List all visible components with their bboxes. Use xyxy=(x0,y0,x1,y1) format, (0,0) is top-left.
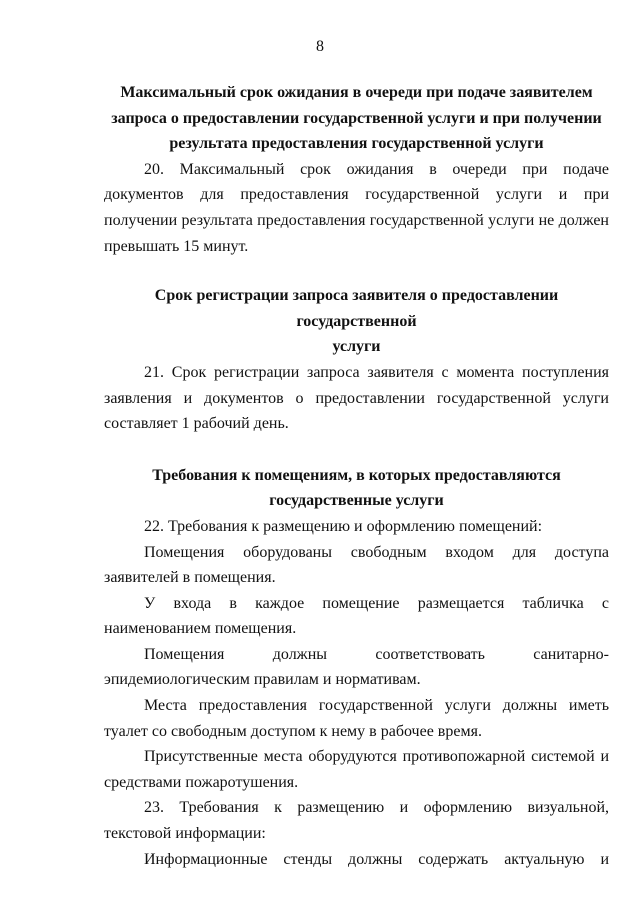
paragraph-22-item: Места предоставления государственной услуги должны иметь туалет со свободным доступом к нему в рабочее время. xyxy=(104,697,609,740)
paragraph-21: 21. Срок регистрации запроса заявителя с момента поступления заявления и документов о предоставлении государственной услуги составляет 1 рабочий день. xyxy=(104,363,609,433)
paragraph-22-item: Помещения должны соответствовать санитарно-эпидемиологическим правилам и нормативам. xyxy=(104,645,609,689)
paragraph-22-item: Помещения оборудованы свободным входом для доступа заявителей в помещения. xyxy=(104,543,609,587)
document-body xyxy=(104,80,609,872)
heading-line: государственные услуги xyxy=(269,492,444,510)
page-number: 8 xyxy=(316,38,324,55)
paragraph-23: 23. Требования к размещению и оформлению визуальной, текстовой информации: xyxy=(104,799,609,843)
paragraph-22: 22. Требования к размещению и оформлению помещений: xyxy=(144,517,543,535)
heading-line: результата предоставления государственной услуги xyxy=(169,135,544,153)
section-heading-waiting-time xyxy=(104,80,609,157)
heading-line: Требования к помещениям, в которых предоставляются xyxy=(152,466,561,484)
section-heading-registration-term xyxy=(104,283,609,360)
paragraph-22-item: Присутственные места оборудуются противопожарной системой и средствами пожаротушения. xyxy=(104,748,609,791)
heading-line: Максимальный срок ожидания в очереди при подаче заявителем xyxy=(120,84,593,101)
heading-line: запроса о предоставлении государственной услуги и при получении xyxy=(111,109,602,127)
heading-line: услуги xyxy=(332,338,381,356)
section-heading-premises-requirements xyxy=(104,463,609,514)
heading-line: Срок регистрации запроса заявителя о предоставлении государственной xyxy=(154,287,559,330)
paragraph-20: 20. Максимальный срок ожидания в очереди при подаче документов для предоставления государственной услуги и при получении результата предоставления государственной услуги не должен превышать 15 минут. xyxy=(104,160,609,255)
paragraph-23-item: Информационные стенды должны содержать актуальную и xyxy=(144,850,609,868)
paragraph-22-item: У входа в каждое помещение размещается табличка с наименованием помещения. xyxy=(104,594,609,638)
